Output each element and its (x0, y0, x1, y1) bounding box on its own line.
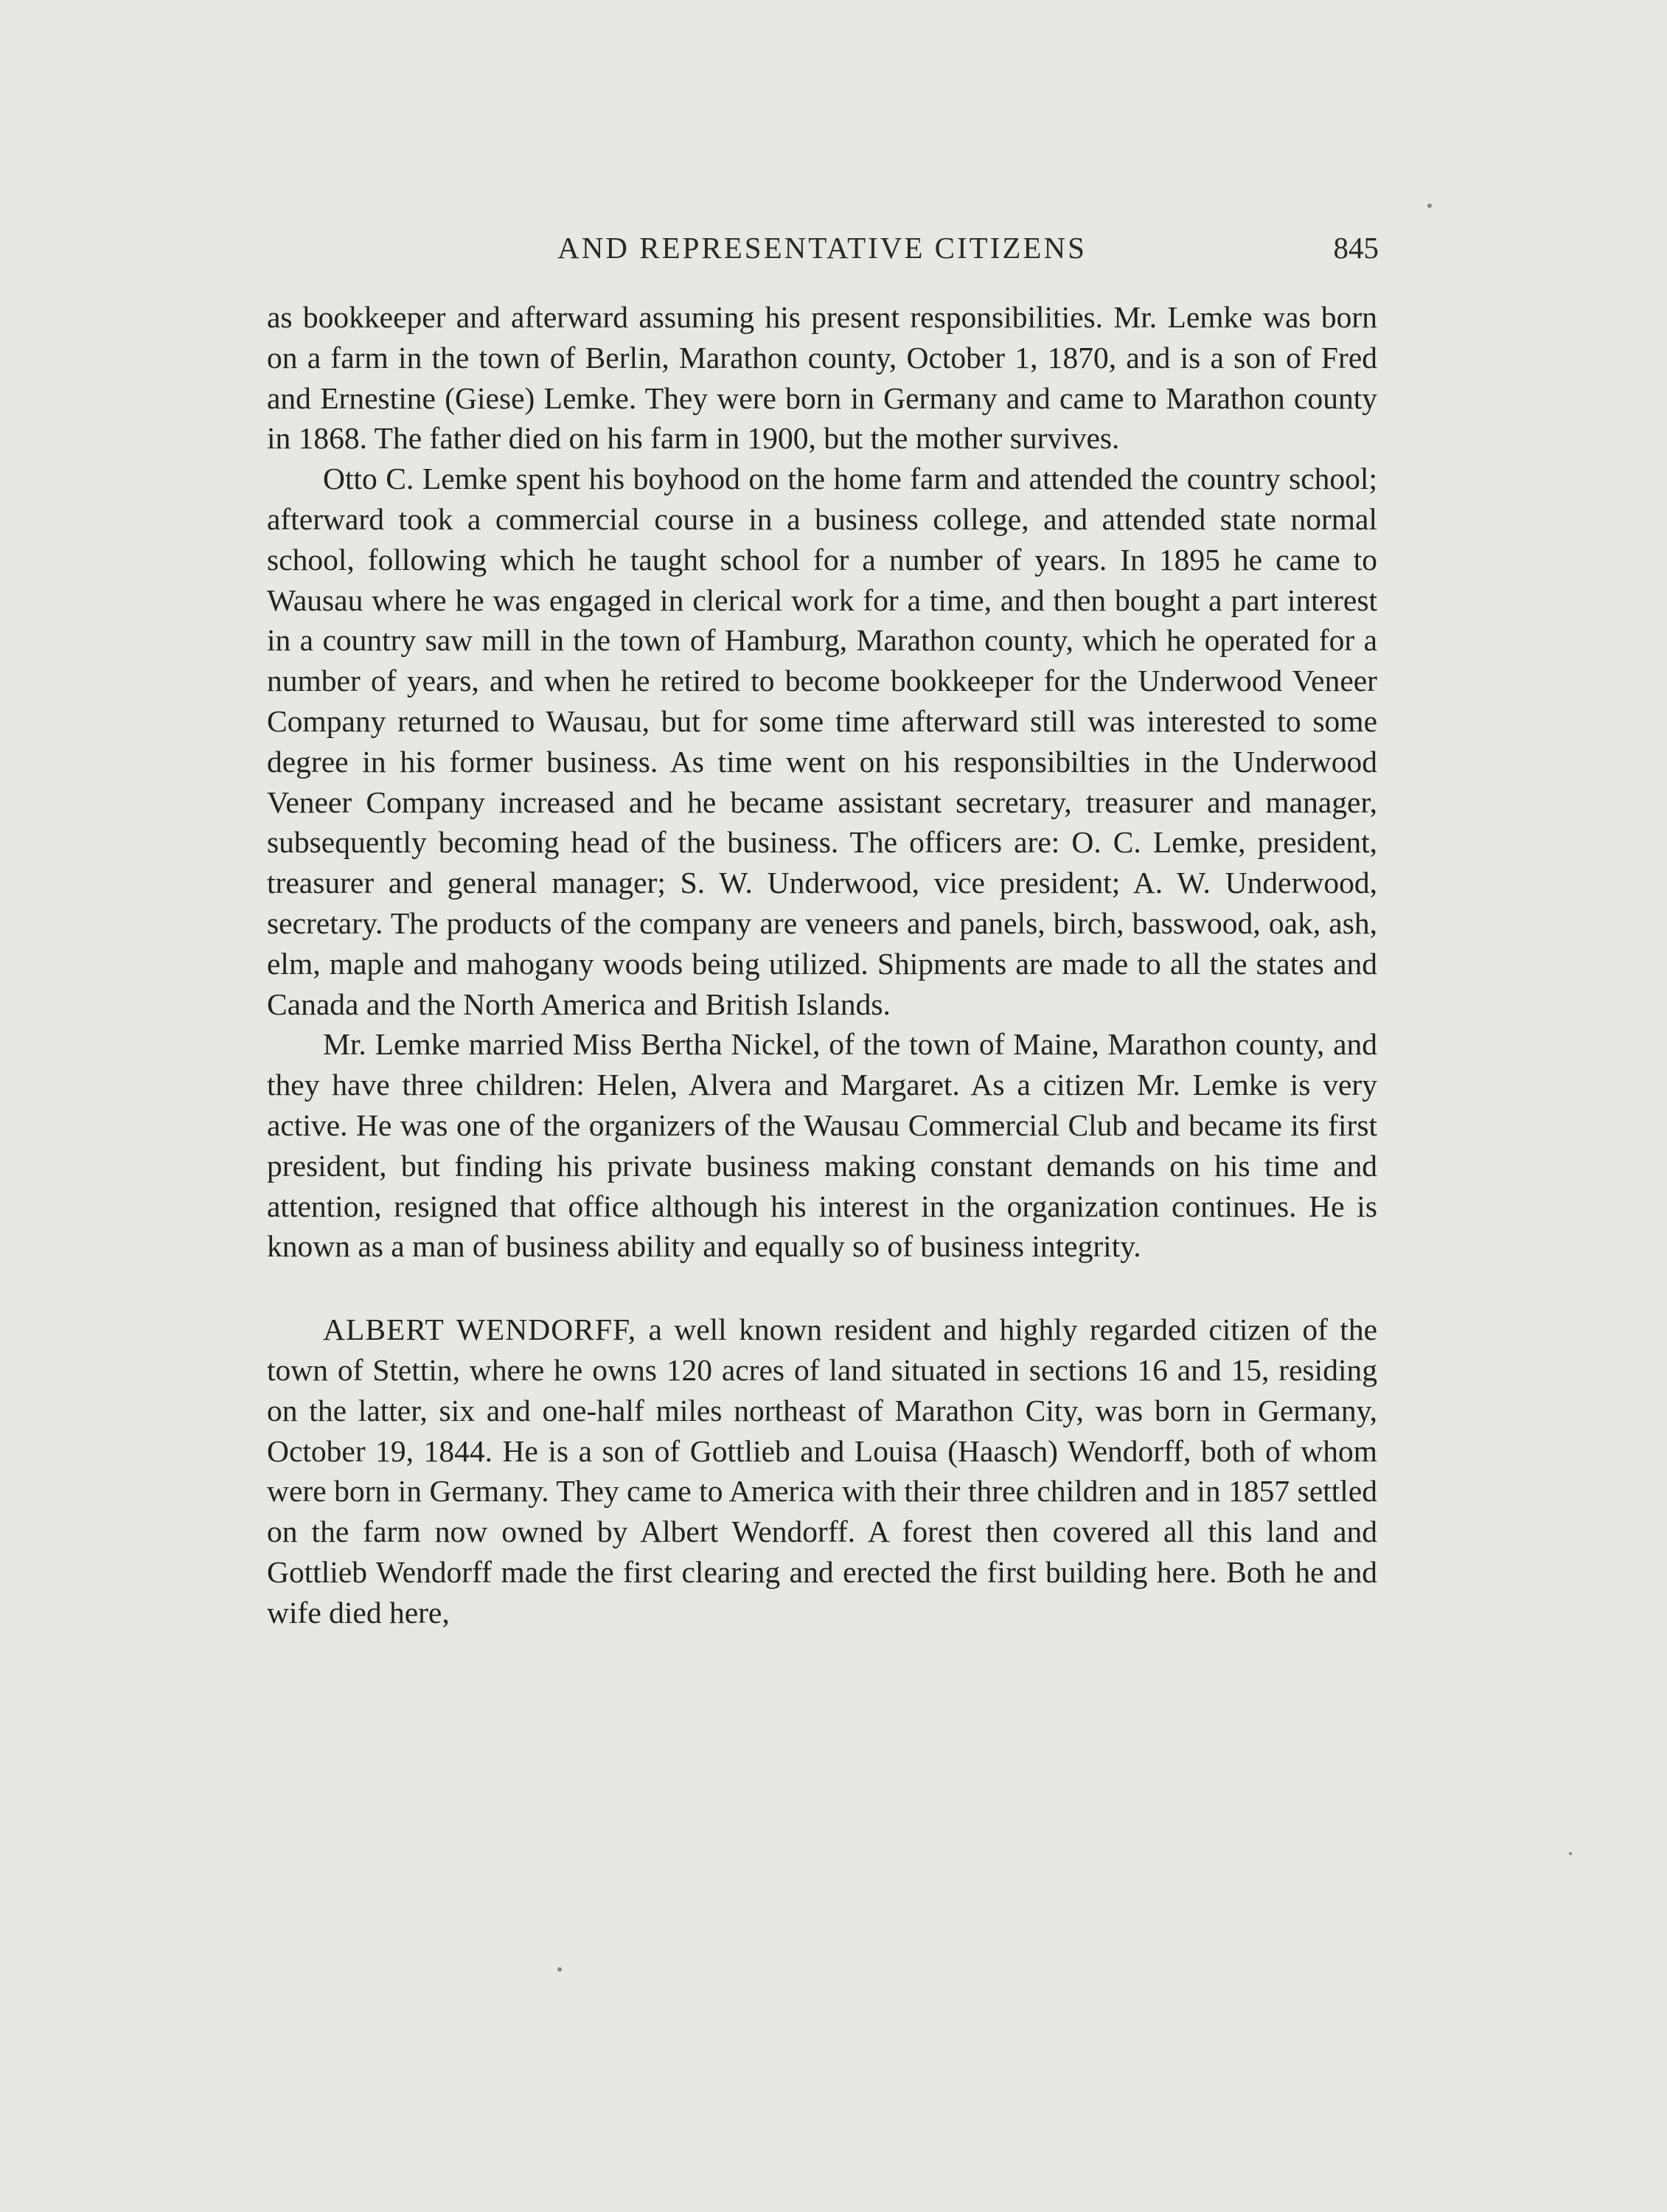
paper-speck (1569, 1852, 1572, 1855)
biography-text: a well known resident and highly regarded citizen of the town of Stettin, where he owns 120 acres of land situated in sections 16 and 15, residing on the latter, six and one-half miles northeast of Marathon City, was born in Germany, October 19, 1844. He is a son of Gottlieb and Louisa (Haasch) Wendorff, both of whom were born in Germany. They came to America with their three children and in 1857 settled on the farm now owned by Albert Wendorff. A forest then covered all this land and Gottlieb Wendorff made the first clearing and erected the first building here. Both he and wife died here, (267, 1312, 1377, 1630)
page-number: 845 (1333, 231, 1379, 265)
paragraph-career: Otto C. Lemke spent his boyhood on the home farm and attended the country school; afterward took a commercial course in a business college, and attended state normal school, following which he taught school for a number of years. In 1895 he came to Wausau where he was engaged in clerical work for a time, and then bought a part interest in a country saw mill in the town of Hamburg, Marathon county, which he operated for a number of years, and when he retired to become bookkeeper for the Underwood Veneer Company returned to Wausau, but for some time afterward still was interested to some degree in his former business. As time went on his responsibilties in the Underwood Veneer Company increased and he became assistant secretary, treasurer and manager, subsequently becoming head of the business. The officers are: O. C. Lemke, president, treasurer and general manager; S. W. Underwood, vice president; A. W. Underwood, secretary. The products of the company are veneers and panels, birch, basswood, oak, ash, elm, maple and mahogany woods being utilized. Shipments are made to all the states and Canada and the North America and British Islands. (267, 462, 1377, 1021)
running-head (265, 230, 1379, 274)
biography-wendorff (267, 1310, 1377, 1632)
continuation-paragraph: as bookkeeper and afterward assuming his present responsibilities. Mr. Lemke was born on a farm in the town of Berlin, Marathon county, October 1, 1870, and is a son of Fred and Ernestine (Giese) Lemke. They were born in Germany and came to Marathon county in 1868. The father died on his farm in 1900, but the mother survives. (267, 300, 1377, 456)
body-text (267, 297, 1377, 1633)
paragraph-family: Mr. Lemke married Miss Bertha Nickel, of the town of Maine, Marathon county, and they have three children: Helen, Alvera and Margaret. As a citizen Mr. Lemke is very active. He was one of the organizers of the Wausau Commercial Club and became its first president, but finding his private business making constant demands on his time and attention, resigned that office although his interest in the organization continues. He is known as a man of business ability and equally so of business integrity. (267, 1027, 1377, 1264)
running-title: AND REPRESENTATIVE CITIZENS (557, 231, 1087, 265)
paper-speck (1427, 204, 1432, 208)
biography-name: ALBERT WENDORFF, (323, 1312, 637, 1347)
paper-speck (557, 1967, 562, 1972)
